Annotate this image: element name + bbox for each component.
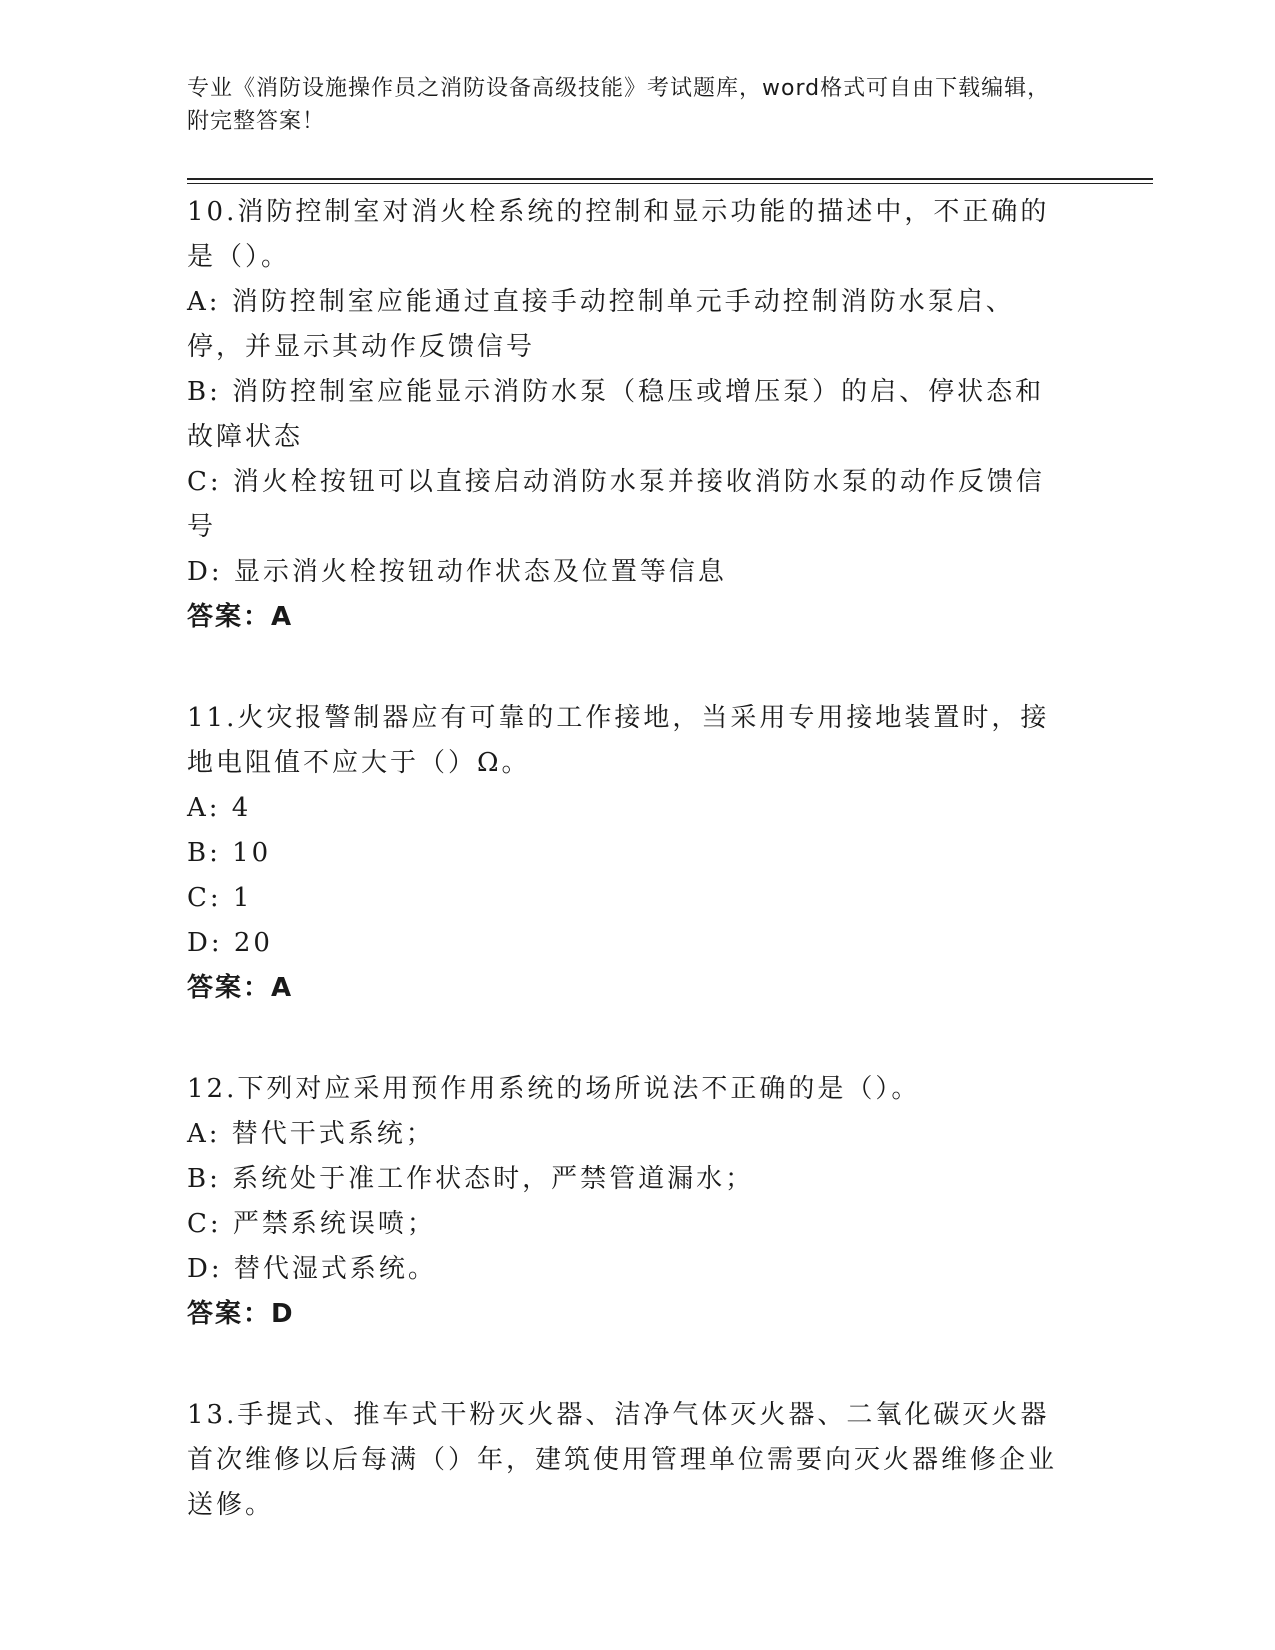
question-text: 10.消防控制室对消火栓系统的控制和显示功能的描述中，不正确的是（）。 [187,197,1050,272]
option-b: B: 10 [187,838,272,868]
option-a: A: 替代干式系统； [187,1119,435,1149]
option-a: A: 消防控制室应能通过直接手动控制单元手动控制消防水泵启、停，并显示其动作反馈信号 [187,287,1015,362]
question-text: 11.火灾报警制器应有可靠的工作接地，当采用专用接地装置时，接地电阻值不应大于（）Ω。 [187,703,1050,778]
document-header: 专业《消防设施操作员之消防设备高级技能》考试题库，word格式可自由下载编辑，附完整答案！ [187,76,1051,134]
option-d: D: 20 [187,928,273,958]
option-a: A: 4 [187,793,252,823]
header-divider-thin [187,183,1153,184]
option-c: C: 1 [187,883,253,913]
option-c: C: 消火栓按钮可以直接启动消防水泵并接收消防水泵的动作反馈信号 [187,467,1045,542]
option-c: C: 严禁系统误喷； [187,1209,436,1239]
header-divider [187,178,1153,180]
question-12 [187,1067,1067,1337]
question-text: 12.下列对应采用预作用系统的场所说法不正确的是（）。 [187,1074,921,1104]
question-13 [187,1393,1067,1528]
question-text: 13.手提式、推车式干粉灭火器、洁净气体灭火器、二氧化碳灭火器首次维修以后每满（）年，建筑使用管理单位需要向灭火器维修企业送修。 [187,1400,1058,1520]
answer: 答案：A [187,602,294,632]
option-d: D: 替代湿式系统。 [187,1254,437,1284]
option-d: D: 显示消火栓按钮动作状态及位置等信息 [187,557,727,587]
answer: 答案：D [187,1299,295,1329]
question-list [187,190,1067,1584]
answer: 答案：A [187,973,294,1003]
option-b: B: 消防控制室应能显示消防水泵（稳压或增压泵）的启、停状态和故障状态 [187,377,1045,452]
question-11 [187,696,1067,1011]
option-b: B: 系统处于准工作状态时，严禁管道漏水； [187,1164,755,1194]
question-10 [187,190,1067,640]
